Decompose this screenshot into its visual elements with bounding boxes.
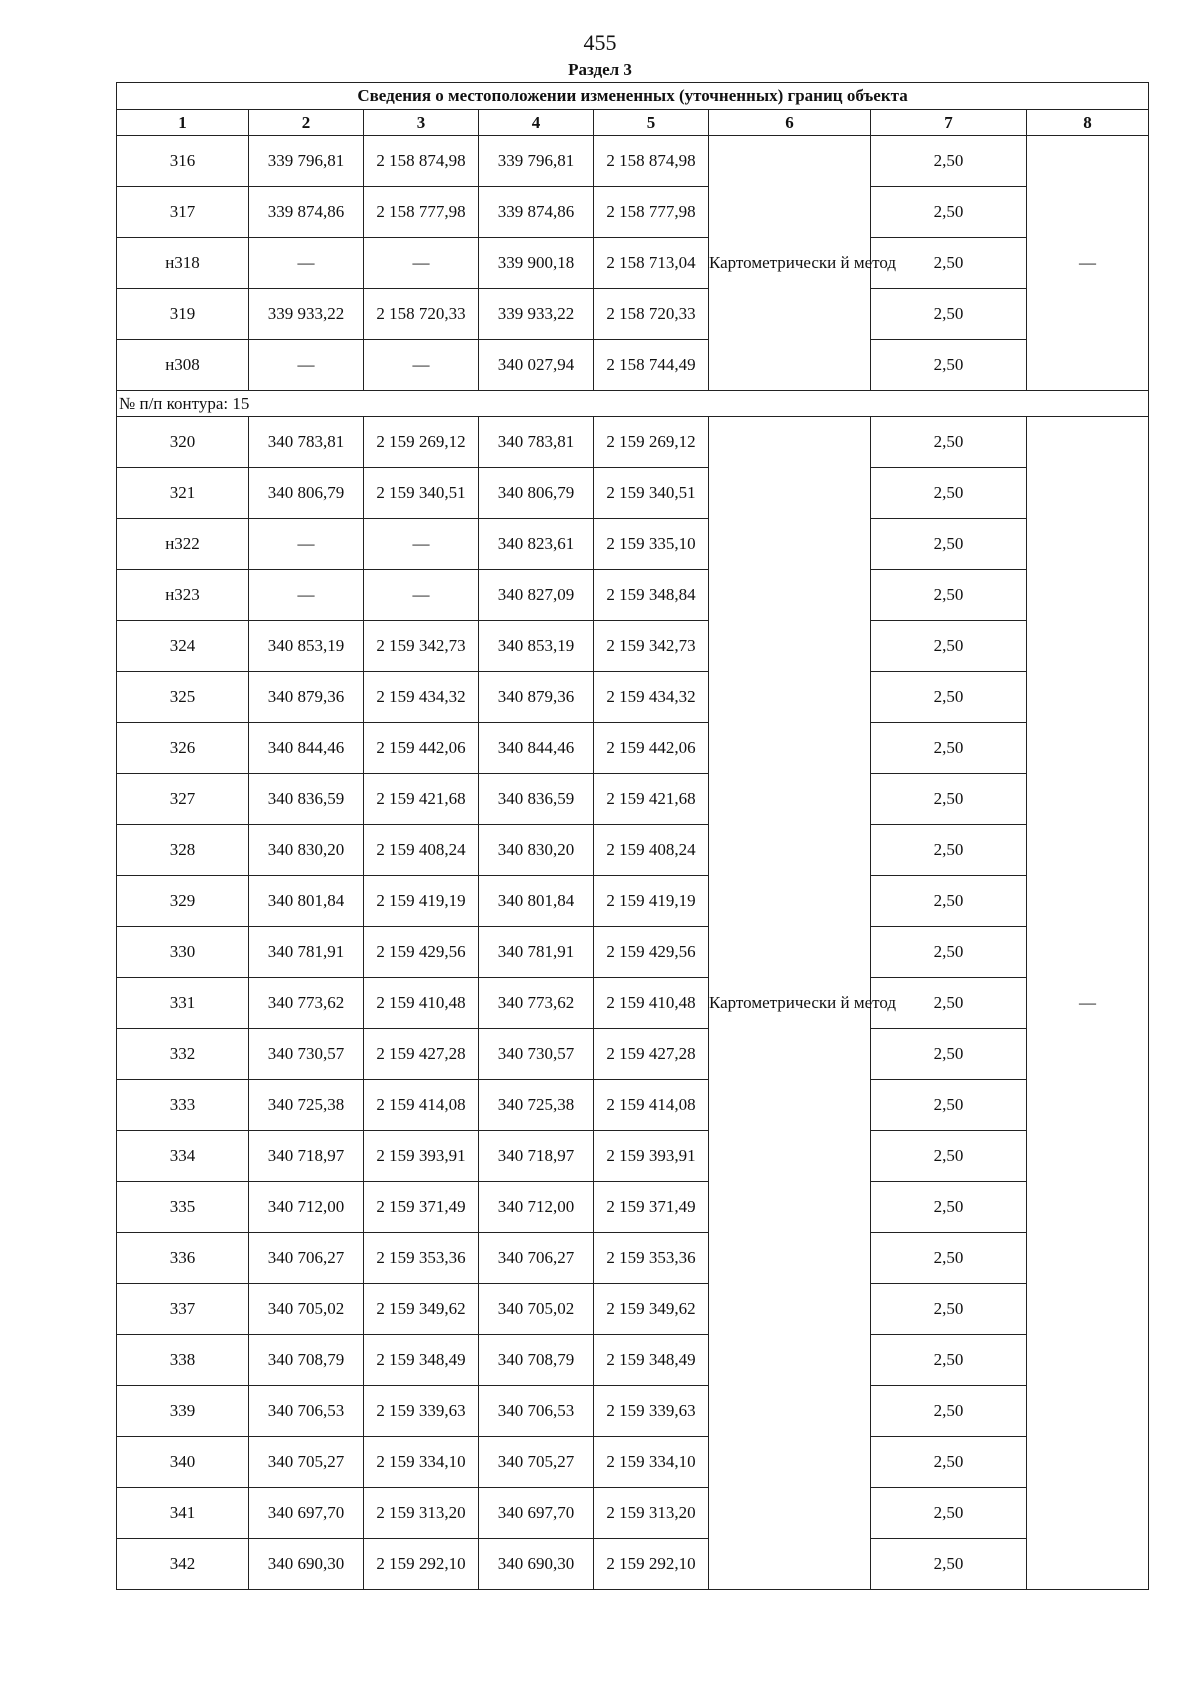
existing-y-cell: 2 159 348,49 — [364, 1335, 479, 1386]
accuracy-cell: 2,50 — [871, 774, 1027, 825]
accuracy-cell: 2,50 — [871, 1131, 1027, 1182]
table-body — [117, 136, 1149, 1590]
refined-x-cell: 340 879,36 — [479, 672, 594, 723]
point-number-cell: 331 — [117, 978, 249, 1029]
accuracy-cell: 2,50 — [871, 1182, 1027, 1233]
existing-x-cell: 340 712,00 — [249, 1182, 364, 1233]
existing-y-cell: 2 159 442,06 — [364, 723, 479, 774]
point-number-cell: 332 — [117, 1029, 249, 1080]
point-number-cell: 320 — [117, 417, 249, 468]
existing-x-cell: 340 773,62 — [249, 978, 364, 1029]
point-number-cell: 321 — [117, 468, 249, 519]
accuracy-cell: 2,50 — [871, 1284, 1027, 1335]
boundary-coordinates-table — [116, 82, 1149, 1590]
accuracy-cell: 2,50 — [871, 468, 1027, 519]
refined-y-cell: 2 159 342,73 — [594, 621, 709, 672]
refined-x-cell: 340 844,46 — [479, 723, 594, 774]
existing-y-cell: 2 158 720,33 — [364, 289, 479, 340]
existing-x-cell: — — [249, 340, 364, 391]
table-row — [117, 570, 1149, 621]
table-row — [117, 978, 1149, 1029]
refined-x-cell: 340 730,57 — [479, 1029, 594, 1080]
refined-x-cell: 339 874,86 — [479, 187, 594, 238]
existing-y-cell: 2 159 427,28 — [364, 1029, 479, 1080]
column-number: 5 — [594, 110, 709, 136]
table-row — [117, 1488, 1149, 1539]
existing-y-cell: 2 159 429,56 — [364, 927, 479, 978]
existing-y-cell: 2 158 874,98 — [364, 136, 479, 187]
refined-y-cell: 2 158 874,98 — [594, 136, 709, 187]
existing-y-cell: — — [364, 340, 479, 391]
method-cell: Картометрически й метод — [709, 417, 871, 1590]
table-row — [117, 672, 1149, 723]
point-number-cell: н308 — [117, 340, 249, 391]
refined-y-cell: 2 159 334,10 — [594, 1437, 709, 1488]
page-number: 455 — [583, 30, 617, 55]
existing-y-cell: 2 159 434,32 — [364, 672, 479, 723]
method-cell: Картометрически й метод — [709, 136, 871, 391]
accuracy-cell: 2,50 — [871, 621, 1027, 672]
table-row — [117, 1539, 1149, 1590]
existing-x-cell: 340 706,53 — [249, 1386, 364, 1437]
existing-y-cell: 2 159 334,10 — [364, 1437, 479, 1488]
point-number-cell: 334 — [117, 1131, 249, 1182]
table-row — [117, 825, 1149, 876]
accuracy-cell: 2,50 — [871, 1437, 1027, 1488]
existing-y-cell: 2 159 342,73 — [364, 621, 479, 672]
refined-x-cell: 340 783,81 — [479, 417, 594, 468]
refined-x-cell: 340 706,53 — [479, 1386, 594, 1437]
refined-y-cell: 2 159 340,51 — [594, 468, 709, 519]
refined-x-cell: 340 697,70 — [479, 1488, 594, 1539]
point-number-cell: 329 — [117, 876, 249, 927]
refined-x-cell: 340 823,61 — [479, 519, 594, 570]
existing-x-cell: 339 874,86 — [249, 187, 364, 238]
existing-y-cell: 2 159 371,49 — [364, 1182, 479, 1233]
point-number-cell: 325 — [117, 672, 249, 723]
existing-y-cell: 2 159 339,63 — [364, 1386, 479, 1437]
accuracy-cell: 2,50 — [871, 519, 1027, 570]
refined-y-cell: 2 159 292,10 — [594, 1539, 709, 1590]
contour-label: № п/п контура: 15 — [117, 391, 1149, 417]
existing-y-cell: 2 159 313,20 — [364, 1488, 479, 1539]
column-number: 2 — [249, 110, 364, 136]
existing-x-cell: 340 718,97 — [249, 1131, 364, 1182]
refined-x-cell: 340 708,79 — [479, 1335, 594, 1386]
refined-y-cell: 2 159 353,36 — [594, 1233, 709, 1284]
table-row — [117, 1080, 1149, 1131]
accuracy-cell: 2,50 — [871, 340, 1027, 391]
accuracy-cell: 2,50 — [871, 238, 1027, 289]
existing-y-cell: 2 159 292,10 — [364, 1539, 479, 1590]
table-row — [117, 1437, 1149, 1488]
accuracy-cell: 2,50 — [871, 876, 1027, 927]
table-row — [117, 238, 1149, 289]
refined-x-cell: 340 836,59 — [479, 774, 594, 825]
refined-y-cell: 2 159 427,28 — [594, 1029, 709, 1080]
existing-x-cell: 340 708,79 — [249, 1335, 364, 1386]
table-row — [117, 1335, 1149, 1386]
existing-x-cell: 340 730,57 — [249, 1029, 364, 1080]
refined-y-cell: 2 159 414,08 — [594, 1080, 709, 1131]
point-number-cell: 316 — [117, 136, 249, 187]
existing-x-cell: — — [249, 570, 364, 621]
refined-x-cell: 340 718,97 — [479, 1131, 594, 1182]
point-number-cell: 341 — [117, 1488, 249, 1539]
accuracy-cell: 2,50 — [871, 1539, 1027, 1590]
refined-x-cell: 340 781,91 — [479, 927, 594, 978]
refined-x-cell: 340 801,84 — [479, 876, 594, 927]
existing-y-cell: — — [364, 519, 479, 570]
refined-y-cell: 2 159 348,49 — [594, 1335, 709, 1386]
point-number-cell: 317 — [117, 187, 249, 238]
existing-y-cell: 2 158 777,98 — [364, 187, 479, 238]
existing-x-cell: 339 796,81 — [249, 136, 364, 187]
refined-x-cell: 340 705,27 — [479, 1437, 594, 1488]
table-row — [117, 1233, 1149, 1284]
refined-y-cell: 2 159 421,68 — [594, 774, 709, 825]
point-number-cell: 342 — [117, 1539, 249, 1590]
table-row — [117, 723, 1149, 774]
table-row — [117, 136, 1149, 187]
refined-x-cell: 340 712,00 — [479, 1182, 594, 1233]
existing-y-cell: 2 159 340,51 — [364, 468, 479, 519]
existing-x-cell: 339 933,22 — [249, 289, 364, 340]
point-number-cell: 333 — [117, 1080, 249, 1131]
column-number: 3 — [364, 110, 479, 136]
refined-y-cell: 2 158 744,49 — [594, 340, 709, 391]
refined-x-cell: 339 900,18 — [479, 238, 594, 289]
existing-x-cell: 340 690,30 — [249, 1539, 364, 1590]
refined-x-cell: 339 933,22 — [479, 289, 594, 340]
existing-x-cell: 340 697,70 — [249, 1488, 364, 1539]
point-number-cell: 336 — [117, 1233, 249, 1284]
refined-x-cell: 340 773,62 — [479, 978, 594, 1029]
existing-y-cell: 2 159 410,48 — [364, 978, 479, 1029]
accuracy-cell: 2,50 — [871, 187, 1027, 238]
table-row — [117, 1182, 1149, 1233]
point-number-cell: 330 — [117, 927, 249, 978]
refined-x-cell: 340 705,02 — [479, 1284, 594, 1335]
column-number: 6 — [709, 110, 871, 136]
point-number-cell: 339 — [117, 1386, 249, 1437]
refined-y-cell: 2 159 434,32 — [594, 672, 709, 723]
accuracy-cell: 2,50 — [871, 825, 1027, 876]
accuracy-cell: 2,50 — [871, 1386, 1027, 1437]
existing-y-cell: — — [364, 570, 479, 621]
accuracy-cell: 2,50 — [871, 978, 1027, 1029]
existing-x-cell: 340 783,81 — [249, 417, 364, 468]
table-row — [117, 1131, 1149, 1182]
existing-x-cell: 340 836,59 — [249, 774, 364, 825]
existing-y-cell: 2 159 414,08 — [364, 1080, 479, 1131]
accuracy-cell: 2,50 — [871, 723, 1027, 774]
table-row — [117, 927, 1149, 978]
contour-row — [117, 391, 1149, 417]
refined-x-cell: 340 830,20 — [479, 825, 594, 876]
table-row — [117, 621, 1149, 672]
table-row — [117, 187, 1149, 238]
column-number: 4 — [479, 110, 594, 136]
refined-y-cell: 2 158 720,33 — [594, 289, 709, 340]
existing-x-cell: 340 725,38 — [249, 1080, 364, 1131]
existing-x-cell: — — [249, 519, 364, 570]
refined-x-cell: 340 027,94 — [479, 340, 594, 391]
point-number-cell: н323 — [117, 570, 249, 621]
refined-x-cell: 340 725,38 — [479, 1080, 594, 1131]
point-number-cell: 319 — [117, 289, 249, 340]
accuracy-cell: 2,50 — [871, 1335, 1027, 1386]
point-number-cell: 326 — [117, 723, 249, 774]
accuracy-cell: 2,50 — [871, 289, 1027, 340]
existing-x-cell: 340 844,46 — [249, 723, 364, 774]
accuracy-cell: 2,50 — [871, 1488, 1027, 1539]
refined-x-cell: 340 806,79 — [479, 468, 594, 519]
existing-y-cell: — — [364, 238, 479, 289]
refined-y-cell: 2 159 419,19 — [594, 876, 709, 927]
existing-x-cell: 340 781,91 — [249, 927, 364, 978]
accuracy-cell: 2,50 — [871, 1029, 1027, 1080]
section-title: Раздел 3 — [568, 60, 632, 79]
existing-x-cell: 340 705,02 — [249, 1284, 364, 1335]
refined-y-cell: 2 159 408,24 — [594, 825, 709, 876]
refined-y-cell: 2 159 269,12 — [594, 417, 709, 468]
table-row — [117, 519, 1149, 570]
point-number-cell: 337 — [117, 1284, 249, 1335]
refined-x-cell: 340 706,27 — [479, 1233, 594, 1284]
refined-y-cell: 2 159 442,06 — [594, 723, 709, 774]
existing-y-cell: 2 159 408,24 — [364, 825, 479, 876]
refined-y-cell: 2 159 335,10 — [594, 519, 709, 570]
existing-y-cell: 2 159 393,91 — [364, 1131, 479, 1182]
column-number: 1 — [117, 110, 249, 136]
table-row — [117, 289, 1149, 340]
refined-y-cell: 2 158 713,04 — [594, 238, 709, 289]
table-row — [117, 417, 1149, 468]
table-row — [117, 876, 1149, 927]
table-row — [117, 340, 1149, 391]
accuracy-cell: 2,50 — [871, 417, 1027, 468]
existing-x-cell: 340 706,27 — [249, 1233, 364, 1284]
existing-x-cell: 340 801,84 — [249, 876, 364, 927]
refined-y-cell: 2 159 410,48 — [594, 978, 709, 1029]
column-number: 8 — [1027, 110, 1149, 136]
existing-y-cell: 2 159 419,19 — [364, 876, 479, 927]
table-row — [117, 1386, 1149, 1437]
refined-x-cell: 340 827,09 — [479, 570, 594, 621]
column-number-row — [117, 110, 1149, 136]
refined-y-cell: 2 159 429,56 — [594, 927, 709, 978]
column-8-cell: — — [1027, 136, 1149, 391]
refined-y-cell: 2 159 349,62 — [594, 1284, 709, 1335]
existing-y-cell: 2 159 421,68 — [364, 774, 479, 825]
existing-y-cell: 2 159 353,36 — [364, 1233, 479, 1284]
point-number-cell: 328 — [117, 825, 249, 876]
table-row — [117, 1284, 1149, 1335]
refined-x-cell: 340 690,30 — [479, 1539, 594, 1590]
existing-x-cell: 340 879,36 — [249, 672, 364, 723]
table-row — [117, 1029, 1149, 1080]
existing-x-cell: 340 830,20 — [249, 825, 364, 876]
existing-x-cell: 340 806,79 — [249, 468, 364, 519]
refined-y-cell: 2 159 393,91 — [594, 1131, 709, 1182]
point-number-cell: 340 — [117, 1437, 249, 1488]
refined-x-cell: 339 796,81 — [479, 136, 594, 187]
existing-x-cell: 340 705,27 — [249, 1437, 364, 1488]
table-caption: Сведения о местоположении измененных (уточненных) границ объекта — [117, 83, 1149, 110]
refined-y-cell: 2 159 339,63 — [594, 1386, 709, 1437]
table-caption-row — [117, 83, 1149, 110]
accuracy-cell: 2,50 — [871, 136, 1027, 187]
column-number: 7 — [871, 110, 1027, 136]
accuracy-cell: 2,50 — [871, 570, 1027, 621]
refined-y-cell: 2 159 313,20 — [594, 1488, 709, 1539]
existing-x-cell: — — [249, 238, 364, 289]
column-8-cell: — — [1027, 417, 1149, 1590]
existing-y-cell: 2 159 349,62 — [364, 1284, 479, 1335]
table-row — [117, 468, 1149, 519]
existing-y-cell: 2 159 269,12 — [364, 417, 479, 468]
accuracy-cell: 2,50 — [871, 927, 1027, 978]
refined-y-cell: 2 158 777,98 — [594, 187, 709, 238]
point-number-cell: 327 — [117, 774, 249, 825]
existing-x-cell: 340 853,19 — [249, 621, 364, 672]
point-number-cell: н318 — [117, 238, 249, 289]
table-row — [117, 774, 1149, 825]
refined-x-cell: 340 853,19 — [479, 621, 594, 672]
accuracy-cell: 2,50 — [871, 1233, 1027, 1284]
point-number-cell: 324 — [117, 621, 249, 672]
accuracy-cell: 2,50 — [871, 1080, 1027, 1131]
point-number-cell: 338 — [117, 1335, 249, 1386]
refined-y-cell: 2 159 371,49 — [594, 1182, 709, 1233]
point-number-cell: 335 — [117, 1182, 249, 1233]
accuracy-cell: 2,50 — [871, 672, 1027, 723]
point-number-cell: н322 — [117, 519, 249, 570]
refined-y-cell: 2 159 348,84 — [594, 570, 709, 621]
